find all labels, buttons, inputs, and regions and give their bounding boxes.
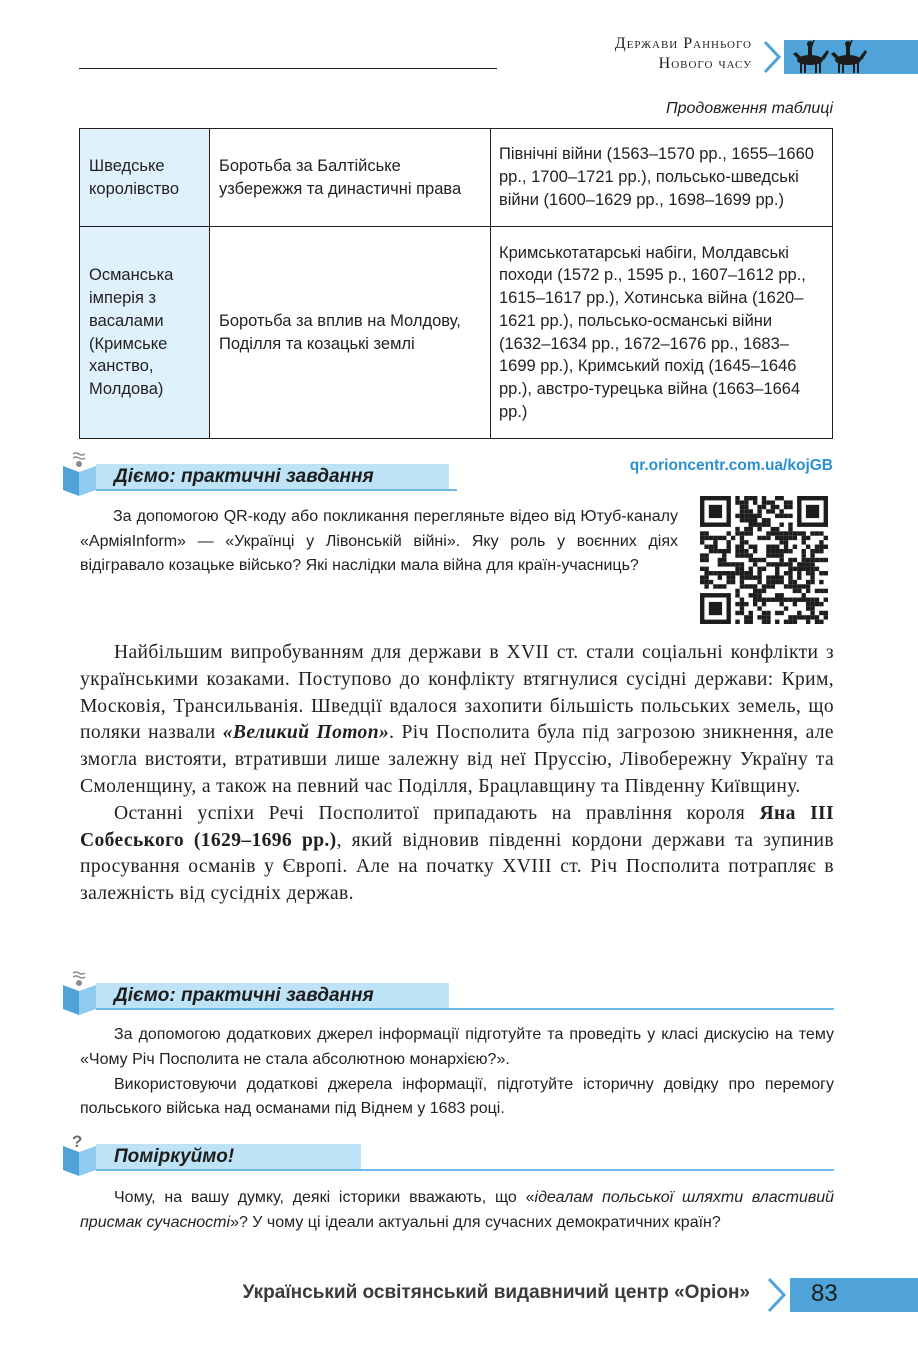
table-cell-goal: Боротьба за вплив на Молдову, Поділля та козацькі землі xyxy=(210,227,491,439)
section-title: Поміркуймо! xyxy=(96,1144,361,1170)
footer-band xyxy=(790,1278,918,1312)
section-title: Діємо: практичні завдання xyxy=(96,464,449,490)
section-task-text xyxy=(80,1023,834,1122)
paragraph xyxy=(80,640,834,801)
table-row xyxy=(80,129,833,227)
history-table xyxy=(79,128,833,439)
section-rule xyxy=(96,1008,834,1010)
qr-link[interactable]: qr.orioncentr.com.ua/kojGB xyxy=(629,457,833,474)
section-practical-tasks-2 xyxy=(62,971,834,1011)
section-task-text xyxy=(80,505,678,579)
open-book-icon xyxy=(62,971,98,1015)
table-row xyxy=(80,227,833,439)
section-practical-tasks-1 xyxy=(62,452,457,492)
publisher-name: Український освітянський видавничий центр «Оріон» xyxy=(242,1282,750,1303)
table-continuation-label: Продовження таблиці xyxy=(666,100,833,117)
quote: ідеалам польської шляхти властивий присмак сучасності xyxy=(80,1189,834,1231)
chapter-title xyxy=(615,34,752,74)
section-question-text xyxy=(80,1186,834,1236)
main-text xyxy=(80,640,834,908)
paragraph-text: . Річ Посполита була під загрозою зникнення, але змогла вистояти, втративши лише залежну від неї Пруссію, Лівобережну Україну та Смоленщину, а також на певний час Поділля, Брацлавщину та Південну Київщину. xyxy=(80,722,834,797)
question-mark: ? xyxy=(72,1132,83,1151)
term-great-deluge: «Великий Потоп» xyxy=(222,722,390,744)
section-think xyxy=(62,1132,834,1172)
table-cell-state: Шведське королівство xyxy=(80,129,210,227)
question-book-icon xyxy=(62,1132,98,1176)
paragraph-text: Найбільшим випробуванням для держави в XVII ст. стали соціальні конфлікти з українськими козаками. Поступово до конфлікту втягнулися сусідні держави: Крим, Московія, Трансильванія. Шведції вдалося захопити більшість польських земель, що поляки назвали xyxy=(80,642,834,744)
paragraph-text: , який відновив південні кордони держави та зупинив просування османів у Європі. Але на початку XVIII ст. Річ Посполита потрапляє в залежність від сусідніх держав. xyxy=(80,829,834,905)
task-text: За допомогою QR-коду або покликання перегляньте відео від Ютуб-каналу «АрміяInform» — «Українці у Лівонській війні». Яку роль у воєнних діях відігравало козацьке військо? Які наслідки мала війна для країн-учасниць? xyxy=(80,508,678,574)
chevron-right-icon xyxy=(766,1277,788,1313)
page-number: 83 xyxy=(811,1280,838,1307)
term-jan-sobieski: Яна III Собеського (1629–1696 рр.) xyxy=(80,802,834,851)
paragraph-text: Останні успіхи Речі Посполитої припадають на правління короля xyxy=(114,802,760,824)
paragraph xyxy=(80,801,834,908)
chapter-title-line-1: Держави Раннього xyxy=(614,35,752,52)
paragraph: За допомогою додаткових джерел інформації підготуйте та проведіть у класі дискусію на тему «Чому Річ Посполита не стала абсолютною монархією?». xyxy=(80,1026,834,1068)
header-rule xyxy=(79,68,497,69)
table-cell-state: Османська імперія з васалами (Кримське ханство, Молдова) xyxy=(80,227,210,439)
table-cell-goal: Боротьба за Балтійське узбережжя та династичні права xyxy=(210,129,491,227)
horse-riders-icon xyxy=(790,36,876,76)
paragraph-text: »? У чому ці ідеали актуальні для сучасних демократичних країн? xyxy=(230,1213,721,1231)
table-cell-wars: Кримськотатарські набіги, Молдавські походи (1572 р., 1595 р., 1607–1612 рр., 1615–1617 рр.), Хотинська війна (1620–1621 рр.), польсько-османські війни (1632–1634 рр., 1672–1676 рр., 1683–1699 рр.), Кримський похід (1645–1646 рр.), австро-турецька війна (1663–1664 рр.) xyxy=(491,227,833,439)
open-book-icon xyxy=(62,452,98,496)
section-rule xyxy=(96,1169,834,1171)
chevron-right-icon xyxy=(762,40,782,74)
paragraph: Використовуючи додаткові джерела інформації, підготуйте історичну довідку про перемогу польського війська над османами під Віднем у 1683 році. xyxy=(80,1075,834,1118)
section-title: Діємо: практичні завдання xyxy=(96,983,449,1009)
paragraph-text: Чому, на вашу думку, деякі історики вважають, що « xyxy=(114,1189,535,1206)
section-rule xyxy=(96,489,457,491)
paragraph xyxy=(80,1186,834,1236)
chapter-title-line-2: Нового часу xyxy=(658,55,752,72)
qr-code-icon[interactable] xyxy=(700,496,828,624)
table-cell-wars: Північні війни (1563–1570 рр., 1655–1660 рр., 1700–1721 рр.), польсько-шведські війни (1600–1629 рр., 1698–1699 рр.) xyxy=(491,129,833,227)
